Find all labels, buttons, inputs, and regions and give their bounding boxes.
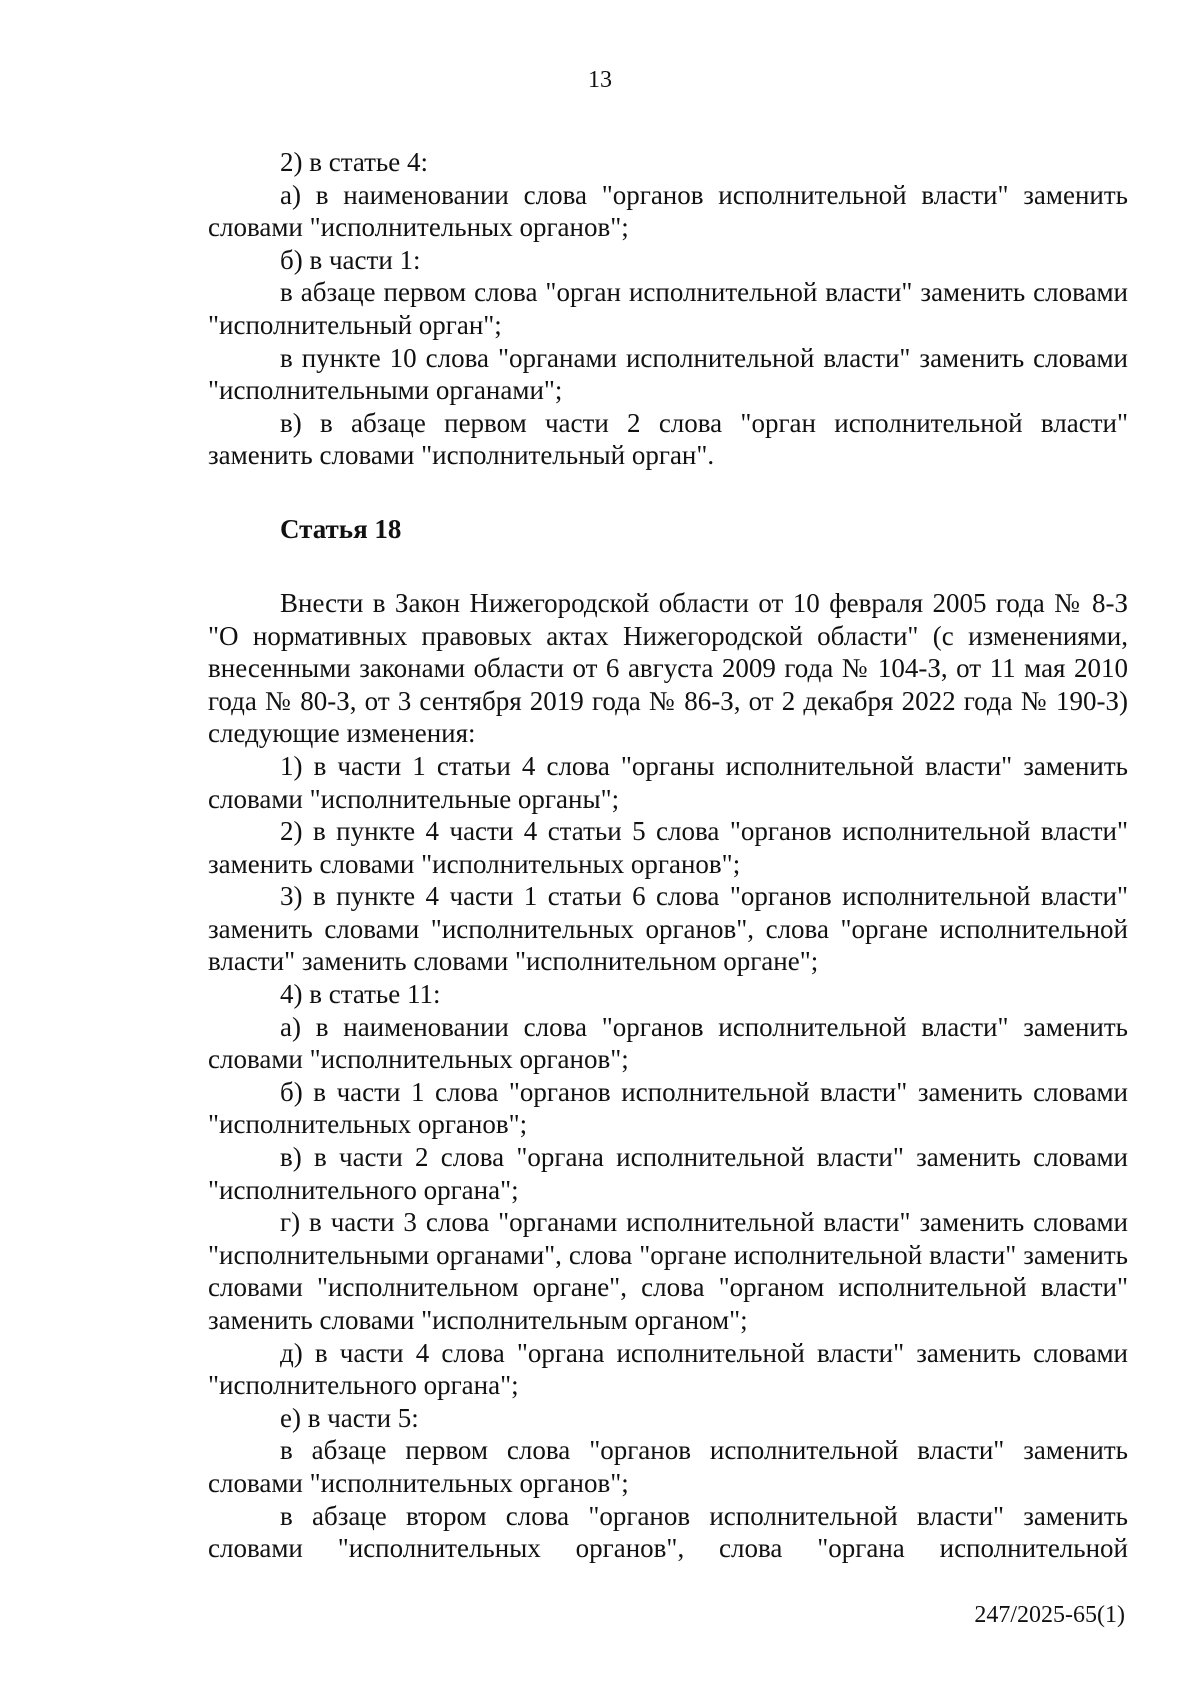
- paragraph: а) в наименовании слова "органов исполнительной власти" заменить словами "исполнительных органов";: [208, 179, 1128, 243]
- paragraph: в) в абзаце первом части 2 слова "орган исполнительной власти" заменить словами "исполнительный орган".: [208, 407, 1128, 471]
- document-body: [208, 146, 1128, 1565]
- paragraph: б) в части 1:: [280, 244, 421, 275]
- article-heading: Статья 18: [280, 513, 402, 544]
- paragraph: б) в части 1 слова "органов исполнительной власти" заменить словами "исполнительных органов";: [208, 1076, 1128, 1140]
- paragraph: Внести в Закон Нижегородской области от 10 февраля 2005 года № 8-З "О нормативных правовых актах Нижегородской области" (с изменениями, внесенными законами области от 6 августа 2009 года № 104-З, от 11 мая 2010 года № 80-З, от 3 сентября 2019 года № 86-З, от 2 декабря 2022 года № 190-З) следующие изменения:: [208, 587, 1128, 749]
- paragraph: 3) в пункте 4 части 1 статьи 6 слова "органов исполнительной власти" заменить словами "исполнительных органов", слова "органе исполнительной власти" заменить словами "исполнительном органе";: [208, 881, 1128, 977]
- paragraph: в) в части 2 слова "органа исполнительной власти" заменить словами "исполнительного органа";: [208, 1142, 1128, 1205]
- paragraph: 4) в статье 11:: [280, 979, 441, 1010]
- document-code: 247/2025-65(1): [974, 1602, 1125, 1628]
- paragraph: в абзаце втором слова "органов исполнительной власти" заменить словами "исполнительных органов", слова "органа исполнительной: [208, 1500, 1128, 1564]
- paragraph: е) в части 5:: [280, 1402, 419, 1433]
- paragraph: д) в части 4 слова "органа исполнительной власти" заменить словами "исполнительного органа";: [208, 1337, 1128, 1401]
- paragraph: в абзаце первом слова "органов исполнительной власти" заменить словами "исполнительных органов";: [208, 1435, 1128, 1498]
- paragraph: а) в наименовании слова "органов исполнительной власти" заменить словами "исполнительных органов";: [208, 1011, 1128, 1075]
- paragraph: в абзаце первом слова "орган исполнительной власти" заменить словами "исполнительный орган";: [208, 277, 1128, 340]
- paragraph: 2) в пункте 4 части 4 статьи 5 слова "органов исполнительной власти" заменить словами "исполнительных органов";: [208, 816, 1128, 879]
- paragraph: г) в части 3 слова "органами исполнительной власти" заменить словами "исполнительными органами", слова "органе исполнительной власти" заменить словами "исполнительном органе", слова "органом исполнительной власти" заменить словами "исполнительным органом";: [208, 1207, 1128, 1335]
- page-number: 13: [588, 67, 612, 93]
- paragraph: в пункте 10 слова "органами исполнительной власти" заменить словами "исполнительными органами";: [208, 342, 1128, 406]
- paragraph: 2) в статье 4:: [280, 147, 428, 177]
- paragraph: 1) в части 1 статьи 4 слова "органы исполнительной власти" заменить словами "исполнительные органы";: [208, 750, 1128, 814]
